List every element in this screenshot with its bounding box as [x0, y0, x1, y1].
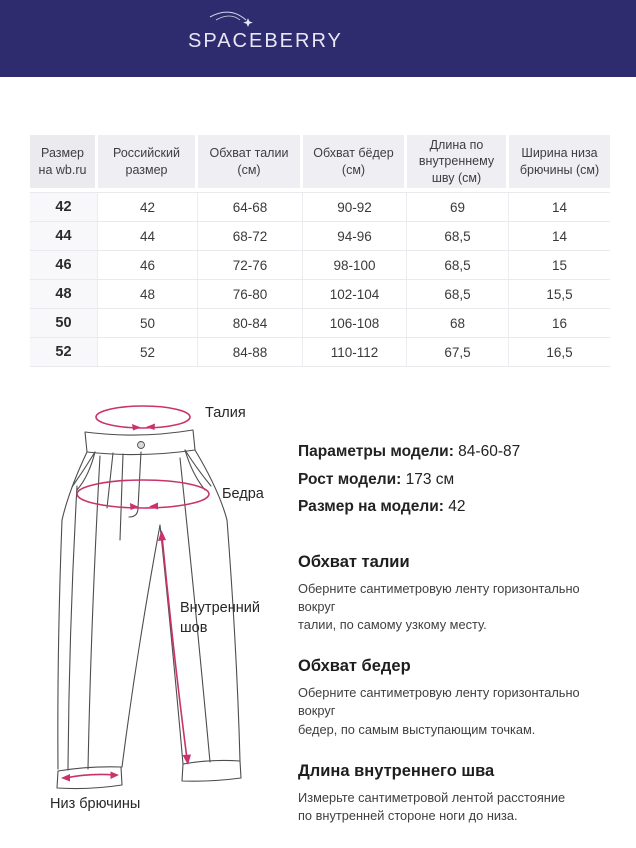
hips-label: Бедра — [222, 486, 264, 502]
table-cell: 15,5 — [509, 280, 610, 308]
inseam-label: Внутренний шов — [180, 600, 260, 637]
guide-text-line: талии, по самому узкому месту. — [298, 617, 487, 633]
guide-text-line: Оберните сантиметровую ленту горизонтально вокруг — [298, 685, 580, 719]
table-cell: 46 — [98, 251, 198, 279]
table-cell: 80-84 — [198, 309, 303, 337]
header-cell-size-ru: Российский размер — [98, 135, 198, 188]
table-cell: 52 — [30, 338, 98, 366]
table-cell: 110-112 — [303, 338, 407, 366]
guide-text-line: Измерьте сантиметровой лентой расстояние — [298, 789, 566, 805]
header-cell-hem-width: Ширина низа брючины (см) — [509, 135, 610, 188]
table-cell: 44 — [30, 222, 98, 250]
model-size-value: 42 — [448, 498, 466, 516]
table-cell: 50 — [30, 309, 98, 337]
table-cell: 14 — [509, 193, 610, 221]
header-cell-hips: Обхват бёдер (см) — [303, 135, 407, 188]
table-cell: 72-76 — [198, 251, 303, 279]
table-cell: 42 — [30, 193, 98, 221]
table-cell: 48 — [30, 280, 98, 308]
table-cell: 102-104 — [303, 280, 407, 308]
table-row — [30, 193, 610, 222]
model-size-line — [298, 498, 620, 517]
table-cell: 68-72 — [198, 222, 303, 250]
table-cell: 69 — [407, 193, 509, 221]
table-row — [30, 280, 610, 309]
header-cell-size-wb: Размер на wb.ru — [30, 135, 98, 188]
info-column — [298, 443, 620, 848]
table-row — [30, 222, 610, 251]
guide-title: Обхват талии — [298, 552, 410, 571]
model-height-value: 173 см — [405, 470, 455, 488]
table-cell: 16,5 — [509, 338, 610, 366]
guide-section-waist — [298, 553, 620, 634]
table-cell: 68,5 — [407, 222, 509, 250]
guide-text-line: по внутренней стороне ноги до низа. — [298, 807, 518, 823]
table-cell: 52 — [98, 338, 198, 366]
table-cell: 68,5 — [407, 251, 509, 279]
measure-guide — [298, 553, 620, 825]
model-params-label: Параметры модели: — [298, 443, 454, 460]
table-cell: 42 — [98, 193, 198, 221]
table-cell: 68 — [407, 309, 509, 337]
table-cell: 76-80 — [198, 280, 303, 308]
model-height-label: Рост модели: — [298, 470, 402, 488]
table-cell: 14 — [509, 222, 610, 250]
brand-header — [0, 0, 636, 77]
table-cell: 67,5 — [407, 338, 509, 366]
table-cell: 64-68 — [198, 193, 303, 221]
hem-label: Низ брючины — [50, 796, 141, 812]
size-table-body — [30, 192, 610, 367]
table-row — [30, 251, 610, 280]
table-cell: 106-108 — [303, 309, 407, 337]
table-cell: 84-88 — [198, 338, 303, 366]
guide-title: Длина внутреннего шва — [298, 761, 495, 780]
guide-section-inseam — [298, 762, 620, 825]
table-cell: 44 — [98, 222, 198, 250]
size-table-header-row — [30, 135, 610, 188]
trousers-diagram — [25, 390, 275, 795]
table-cell: 98-100 — [303, 251, 407, 279]
model-params-line — [298, 443, 620, 462]
table-cell: 46 — [30, 251, 98, 279]
table-cell: 48 — [98, 280, 198, 308]
guide-section-hips — [298, 657, 620, 738]
table-cell: 50 — [98, 309, 198, 337]
model-params-value: 84-60-87 — [458, 443, 521, 460]
header-cell-inseam: Длина по внутреннему шву (см) — [407, 135, 509, 188]
model-height-line — [298, 471, 620, 490]
header-cell-waist: Обхват талии (см) — [198, 135, 303, 188]
table-cell: 94-96 — [303, 222, 407, 250]
table-cell: 90-92 — [303, 193, 407, 221]
table-row — [30, 309, 610, 338]
table-row — [30, 338, 610, 367]
table-cell: 15 — [509, 251, 610, 279]
guide-text-line: Оберните сантиметровую ленту горизонтально вокруг — [298, 580, 580, 614]
guide-title: Обхват бедер — [298, 657, 411, 676]
table-cell: 68,5 — [407, 280, 509, 308]
guide-text-line: бедер, по самым выступающим точкам. — [298, 721, 536, 737]
model-size-label: Размер на модели: — [298, 498, 444, 516]
table-cell: 16 — [509, 309, 610, 337]
waist-label: Талия — [205, 405, 246, 421]
size-table — [30, 135, 610, 367]
brand-logo: SPACEBERRY — [188, 30, 343, 52]
